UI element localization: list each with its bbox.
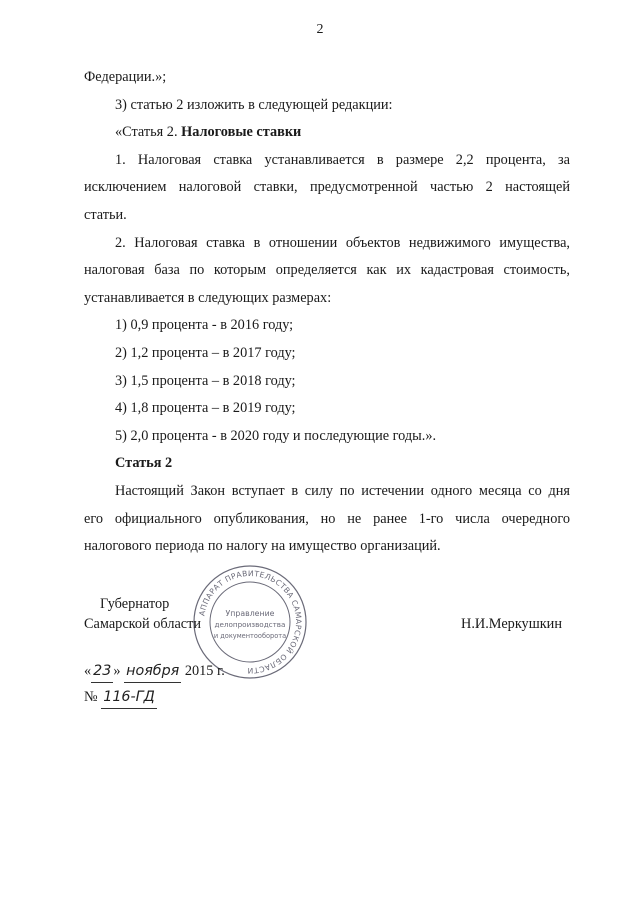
law-number [84, 686, 157, 709]
stamp-line-1: Управление [225, 609, 275, 618]
text-line: его официального опубликования, но не ранее 1-го числа очередного [84, 510, 570, 527]
text-line: налогового периода по налогу на имущество организаций. [84, 538, 441, 555]
text-line: устанавливается в следующих размерах: [84, 289, 332, 306]
rate-list-item: 5) 2,0 процента - в 2020 году и последующие годы.». [115, 427, 437, 444]
text-line: исключением налоговой ставки, предусмотренной частью 2 настоящей [84, 179, 570, 196]
paragraph-item-3: 3) статью 2 изложить в следующей редакции: [115, 96, 393, 113]
date-year: 2015 г. [184, 663, 225, 679]
paragraph-effective-date [84, 478, 570, 561]
signatory-region: Самарской области [84, 616, 202, 632]
paragraph-rate-1 [84, 147, 570, 230]
stamp-ring-text: АППАРАТ ПРАВИТЕЛЬСТВА САМАРСКОЙ ОБЛАСТИ [197, 568, 304, 676]
article-2-heading: Статья 2 [115, 455, 173, 472]
paragraph-rate-2 [84, 230, 570, 313]
stamp-line-3: и документооборота [213, 632, 287, 640]
paragraph-continuation: Федерации.»; [84, 69, 167, 85]
article-heading-prefix: «Статья 2. [115, 124, 182, 141]
date-day-handwritten: 23 [91, 660, 113, 683]
text-line: налоговая база по которым определяется как их кадастровая стоимость, [84, 262, 570, 279]
signatory-title: Губернатор [100, 596, 170, 612]
article-heading-quoted [84, 119, 570, 147]
signatory-name: Н.И.Меркушкин [461, 616, 562, 632]
stamp-line-2: делопроизводства [214, 620, 286, 629]
date-close-quote: » [113, 663, 121, 679]
page-number: 2 [316, 22, 324, 37]
date-open-quote: « [84, 663, 92, 679]
rate-list-item: 4) 1,8 процента – в 2019 году; [115, 400, 296, 417]
text-line: Настоящий Закон вступает в силу по истечении одного месяца со дня [115, 482, 570, 499]
rate-list-item: 2) 1,2 процента – в 2017 году; [115, 344, 296, 361]
rate-list-item: 3) 1,5 процента – в 2018 году; [115, 372, 296, 389]
signing-date [84, 660, 225, 683]
rate-list-item: 1) 0,9 процента - в 2016 году; [115, 317, 294, 334]
document-body [84, 64, 570, 561]
text-line: статьи. [84, 206, 127, 223]
text-line: 2. Налоговая ставка в отношении объектов недвижимого имущества, [115, 234, 570, 251]
article-heading-title: Налоговые ставки [181, 124, 302, 141]
number-sign: № [84, 689, 98, 705]
date-month-handwritten: ноября [124, 660, 181, 683]
text-line: 1. Налоговая ставка устанавливается в размере 2,2 процента, за [115, 151, 570, 168]
number-value-handwritten: 116-ГД [101, 686, 157, 709]
